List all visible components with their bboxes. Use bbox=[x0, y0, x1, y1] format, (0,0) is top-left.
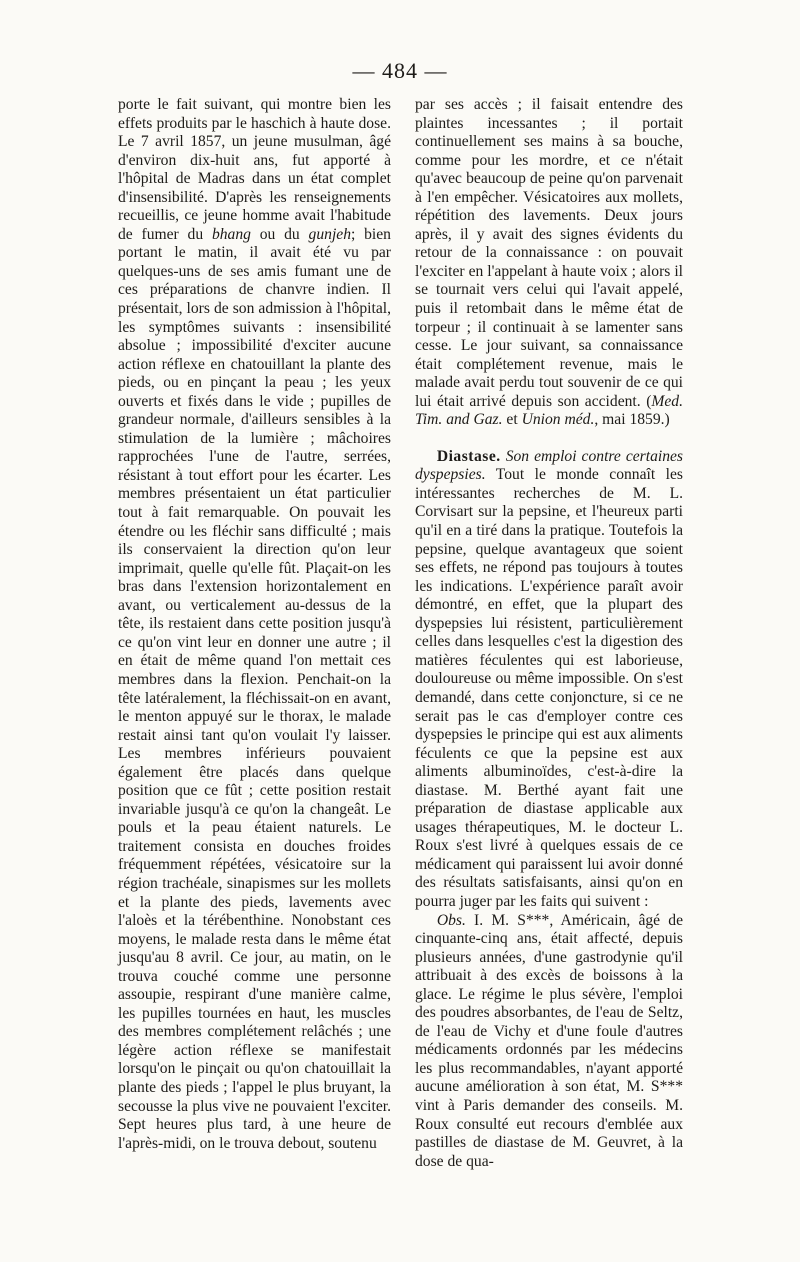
page-number: — 484 — bbox=[352, 58, 448, 83]
text-run: et bbox=[502, 411, 522, 429]
italic-term: bhang bbox=[211, 225, 251, 243]
section-heading: Diastase. bbox=[436, 447, 501, 465]
observation-paragraph bbox=[415, 912, 683, 1172]
right-paragraph bbox=[415, 96, 683, 430]
text-run: porte le fait suivant, qui montre bien les effets produits par le haschich à haute dose. Le 7 avril 1857, un jeune musulman, âgé d'environ dix-huit ans, fut apporté à l'hôpital de Madras dans un état complet d'insensibilité. D'après les renseignements recueillis, ce jeune homme avait l'habitude de fumer du bbox=[118, 96, 391, 243]
text-run: par ses accès ; il faisait entendre des plaintes incessantes ; il portait continuellement ses mains à sa bouche, comme pour les mordre, et ce n'était qu'avec beaucoup de peine qu'on parvenait à l'en empêcher. Vésicatoires aux mollets, répétition des lavements. Deux jours après, il y avait des signes évidents du retour de la connaissance : on pouvait l'exciter en l'appelant à haute voix ; alors il se tournait vers celui qui l'avait appelé, puis il retombait dans le même état de torpeur ; il continuait à se lamenter sans cesse. Le jour suivant, sa connaissance était complétement revenue, mais le malade avait perdu tout souvenir de ce qui lui était arrivé depuis son accident. ( bbox=[415, 96, 683, 410]
citation: Union méd. bbox=[521, 411, 595, 429]
obs-label: Obs. bbox=[436, 911, 466, 929]
text-run: ou du bbox=[250, 225, 309, 243]
left-paragraph bbox=[118, 96, 391, 1153]
text-run: ; bien portant le matin, il avait été vu par quelques-uns de ses amis fumant une de ces préparations de chanvre indien. Il présentait, lors de son admission à l'hôpital, les symptômes suivants : insensibilité absolue ; impossibilité d'exciter aucune action réflexe en chatouillant la plante des pieds, ou en pinçant la peau ; les yeux ouverts et fixés dans le vide ; pupilles de grandeur normale, d'ailleurs sensibles à la stimulation de la lumière ; mâchoires rapprochées l'une de l'autre, serrées, résistant à tout effort pour les écarter. Les membres présentaient un état particulier tout à fait remarquable. On pouvait les étendre ou les fléchir sans difficulté ; mais ils conservaient la direction qu'on leur imprimait, quelle qu'elle fût. Plaçait-on les bras dans l'extension horizontalement en avant, ou verticalement au-dessus de la tête, ils restaient dans cette position jusqu'à ce qu'on vint leur en donner une autre ; il en était de même quand l'on mettait ces membres dans la flexion. Penchait-on la tête latéralement, la fléchissait-on en avant, le menton appuyé sur le thorax, le malade restait ainsi tant qu'on voulait l'y laisser. Les membres inférieurs pouvaient également être placés dans quelque position que ce fût ; cette position restait invariable jusqu'à ce qu'on la changeât. Le pouls et la peau étaient naturels. Le traitement consista en douches froides fréquemment répétées, vésicatoire sur la région trachéale, sinapismes sur les mollets et la plante des pieds, lavements avec l'aloès et la térébenthine. Nonobstant ces moyens, le malade resta dans le même état jusqu'au 8 avril. Ce jour, au matin, on le trouva couché comme une personne assoupie, respirant d'une manière calme, les pupilles tournées en haut, les muscles des membres complétement relâchés ; une légère action réflexe se manifestait lorsqu'on le pinçait ou qu'on chatouillait la plante des pieds ; l'appel le plus bruyant, la secousse la plus vive ne pouvaient l'exciter. Sept heures plus tard, à une heure de l'après-midi, on le trouva debout, soutenu bbox=[118, 225, 391, 1152]
diastase-section bbox=[415, 448, 683, 912]
citation: Med. Tim. and Gaz. bbox=[415, 392, 683, 429]
left-column bbox=[118, 96, 391, 1153]
text-run: I. M. S***, Américain, âgé de cinquante-cinq ans, était affecté, depuis plusieurs années, d'une gastrodynie qu'il attribuait à des excès de boissons à la glace. Le régime le plus sévère, l'emploi des poudres absorbantes, de l'eau de Seltz, de l'eau de Vichy et d'une foule d'autres médicaments ordonnés par les médecins les plus recommandables, n'ayant apporté aucune amélioration à son état, M. S*** vint à Paris demander des conseils. M. Roux consulté eut recours d'emblée aux pastilles de diastase de M. Geuvret, à la dose de qua- bbox=[415, 911, 683, 1170]
italic-term: gunjeh bbox=[308, 225, 351, 243]
text-run: , mai 1859.) bbox=[594, 411, 670, 429]
section-gap bbox=[415, 430, 683, 448]
text-run: Tout le monde connaît les intéressantes recherches de M. L. Corvisart sur la pepsine, et l'heureux parti qu'il en a tiré dans la pratique. Toutefois la pepsine, quelque avantageux que soient ses effets, ne répond pas toujours à toutes les indications. L'expérience paraît avoir démontré, en effet, que la plupart des dyspepsies lui résistent, particulièrement celles dans lesquelles c'est la digestion des matières féculentes qui est laborieuse, douloureuse ou même impossible. On s'est demandé, dans cette conjoncture, si ce ne serait pas le cas d'employer contre ces dyspepsies le principe qui est aux aliments féculents ce que la pepsine est aux aliments albuminoïdes, c'est-à-dire la diastase. M. Berthé ayant fait une préparation de diastase applicable aux usages thérapeutiques, M. le docteur L. Roux s'est livré à quelques essais de ce médicament qui paraissent lui avoir donné des résultats satisfaisants, ainsi qu'on en pourra juger par les faits qui suivent : bbox=[415, 466, 683, 910]
right-column bbox=[415, 96, 683, 1171]
section-subheading: Son emploi contre certaines dyspepsies. bbox=[415, 447, 683, 484]
